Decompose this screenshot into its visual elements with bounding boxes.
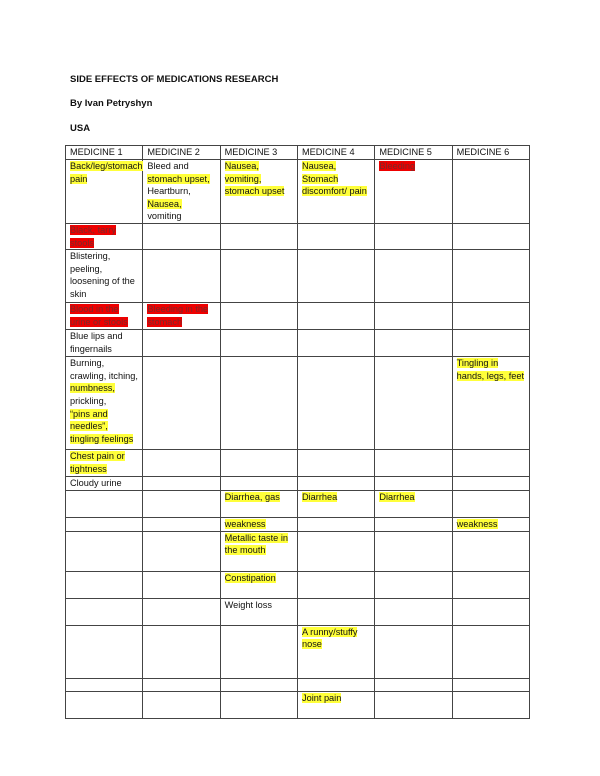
table-row: [66, 531, 530, 571]
table-cell: [452, 450, 529, 477]
table-cell: [66, 678, 143, 691]
table-cell: [220, 330, 297, 357]
yellow-highlighted-text: weakness: [456, 518, 498, 529]
table-cell: [220, 477, 297, 491]
table-cell: [143, 303, 220, 330]
table-cell: [66, 517, 143, 531]
table-cell: [220, 531, 297, 571]
table-cell: [66, 490, 143, 517]
yellow-highlighted-text: Tingling in hands, legs, feet: [456, 358, 525, 381]
table-row: [66, 517, 530, 531]
column-header: MEDICINE 4: [297, 146, 374, 160]
yellow-highlighted-text: A runny/stuffy nose: [301, 626, 358, 650]
table-cell: [143, 223, 220, 249]
table-cell: [220, 160, 297, 224]
table-cell: [452, 250, 529, 303]
table-cell: [143, 531, 220, 571]
table-cell: [452, 477, 529, 491]
side-effects-table: [65, 145, 530, 719]
table-cell: [66, 477, 143, 491]
table-cell: [452, 531, 529, 571]
table-cell: [220, 678, 297, 691]
red-highlighted-text: Bleeding in the stomach: [147, 304, 209, 327]
table-row: [66, 598, 530, 625]
table-cell: [375, 250, 452, 303]
table-row: [66, 490, 530, 517]
table-cell: [375, 330, 452, 357]
table-cell: [452, 678, 529, 691]
table-row: [66, 357, 530, 450]
table-cell: [297, 598, 374, 625]
table-cell: [375, 571, 452, 598]
table-cell: [297, 490, 374, 517]
table-cell: [66, 357, 143, 450]
yellow-highlighted-text: Chest pain or tightness: [70, 451, 125, 474]
table-row: [66, 223, 530, 249]
table-cell: [143, 678, 220, 691]
table-cell: [220, 625, 297, 678]
red-highlighted-text: Blood in the urine or stools: [70, 304, 128, 327]
table-cell: [66, 250, 143, 303]
table-row: [66, 691, 530, 718]
table-cell: [297, 625, 374, 678]
table-cell: [143, 477, 220, 491]
table-cell: [143, 357, 220, 450]
table-cell: [143, 517, 220, 531]
column-header: MEDICINE 3: [220, 146, 297, 160]
table-cell: [66, 450, 143, 477]
cell-text: Cloudy urine: [70, 478, 122, 489]
table-cell: [375, 490, 452, 517]
yellow-highlighted-text: Nausea, vomiting, stomach upset: [224, 161, 285, 197]
cell-text: prickling,: [70, 395, 107, 406]
table-cell: [452, 490, 529, 517]
table-cell: [452, 330, 529, 357]
red-highlighted-text: Bleeding: [379, 161, 416, 171]
table-cell: [375, 678, 452, 691]
table-cell: [375, 691, 452, 718]
column-header: MEDICINE 2: [143, 146, 220, 160]
table-cell: [452, 357, 529, 450]
yellow-highlighted-text: Nausea,: [147, 198, 182, 209]
table-cell: [452, 517, 529, 531]
document-title: SIDE EFFECTS OF MEDICATIONS RESEARCH: [70, 74, 279, 85]
table-cell: [452, 598, 529, 625]
table-cell: [220, 223, 297, 249]
table-cell: [375, 625, 452, 678]
yellow-highlighted-text: Constipation: [224, 572, 276, 583]
yellow-highlighted-text: numbness,: [70, 383, 115, 394]
table-row: [66, 450, 530, 477]
table-cell: [452, 625, 529, 678]
table-cell: [220, 517, 297, 531]
yellow-highlighted-text: Diarrhea: [379, 491, 415, 502]
table-cell: [297, 250, 374, 303]
table-cell: [375, 357, 452, 450]
column-header: MEDICINE 6: [452, 146, 529, 160]
table-row: [66, 678, 530, 691]
yellow-highlighted-text: weakness: [224, 518, 266, 529]
table-cell: [297, 678, 374, 691]
document-author: By Ivan Petryshyn: [70, 98, 153, 109]
table-cell: [375, 303, 452, 330]
table-row: [66, 625, 530, 678]
table-cell: [220, 303, 297, 330]
table-cell: [66, 625, 143, 678]
table-cell: [220, 691, 297, 718]
document-country: USA: [70, 123, 91, 134]
red-highlighted-text: Black, tarry stools: [70, 224, 116, 248]
table-cell: [297, 531, 374, 571]
table-cell: [452, 303, 529, 330]
table-cell: [143, 450, 220, 477]
table-cell: [220, 450, 297, 477]
table-cell: [143, 691, 220, 718]
yellow-highlighted-text: Nausea, Stomach discomfort/ pain: [301, 161, 367, 197]
table-cell: [66, 531, 143, 571]
table-cell: [66, 303, 143, 330]
table-cell: [375, 477, 452, 491]
table-row: [66, 330, 530, 357]
yellow-highlighted-text: “pins and needles”, tingling feelings: [70, 408, 134, 444]
table-cell: [297, 517, 374, 531]
table-cell: [375, 531, 452, 571]
table-cell: [297, 477, 374, 491]
table-row: [66, 250, 530, 303]
table-cell: [452, 223, 529, 249]
table-cell: [297, 223, 374, 249]
cell-text: Weight loss: [224, 599, 272, 610]
table-body: [66, 160, 530, 719]
cell-text: Heartburn,: [147, 186, 191, 197]
table-cell: [143, 625, 220, 678]
table-cell: [452, 160, 529, 224]
table-cell: [297, 330, 374, 357]
table-cell: [143, 330, 220, 357]
table-cell: [143, 598, 220, 625]
table-header-row: [66, 146, 530, 160]
table-cell: [66, 571, 143, 598]
table-row: [66, 303, 530, 330]
table-cell: [220, 250, 297, 303]
yellow-highlighted-text: Diarrhea: [301, 491, 338, 502]
table-cell: [220, 357, 297, 450]
table-row: [66, 571, 530, 598]
table-cell: [297, 303, 374, 330]
table-cell: [143, 490, 220, 517]
table-cell: [297, 160, 374, 224]
table-cell: [452, 571, 529, 598]
cell-text: Bleed and: [147, 161, 189, 171]
table-cell: [66, 598, 143, 625]
table-cell: [375, 223, 452, 249]
table-cell: [220, 490, 297, 517]
table-cell: [220, 571, 297, 598]
yellow-highlighted-text: Back/leg/stomach pain: [70, 161, 143, 184]
table-row: [66, 160, 530, 224]
table-cell: [297, 357, 374, 450]
column-header: MEDICINE 5: [375, 146, 452, 160]
yellow-highlighted-text: Diarrhea, gas: [224, 491, 280, 502]
table-cell: [375, 160, 452, 224]
yellow-highlighted-text: Joint pain: [301, 692, 342, 703]
cell-text: vomiting: [147, 211, 182, 222]
cell-text: Blue lips and fingernails: [70, 331, 123, 354]
table-cell: [297, 691, 374, 718]
column-header: MEDICINE 1: [66, 146, 143, 160]
cell-text: Burning, crawling, itching,: [70, 358, 138, 381]
cell-text: Blistering, peeling, loosening of the skin: [70, 251, 135, 299]
yellow-highlighted-text: stomach upset,: [147, 173, 210, 184]
table-row: [66, 477, 530, 491]
table-cell: [66, 691, 143, 718]
table-cell: [220, 598, 297, 625]
table-cell: [297, 571, 374, 598]
table-cell: [143, 160, 220, 224]
table-cell: [143, 250, 220, 303]
table-cell: [375, 450, 452, 477]
table-cell: [452, 691, 529, 718]
table-cell: [375, 598, 452, 625]
table-cell: [66, 330, 143, 357]
table-cell: [66, 160, 143, 224]
table-cell: [66, 223, 143, 249]
table-cell: [297, 450, 374, 477]
table-cell: [143, 571, 220, 598]
yellow-highlighted-text: Metallic taste in the mouth: [224, 532, 288, 556]
table-cell: [375, 517, 452, 531]
